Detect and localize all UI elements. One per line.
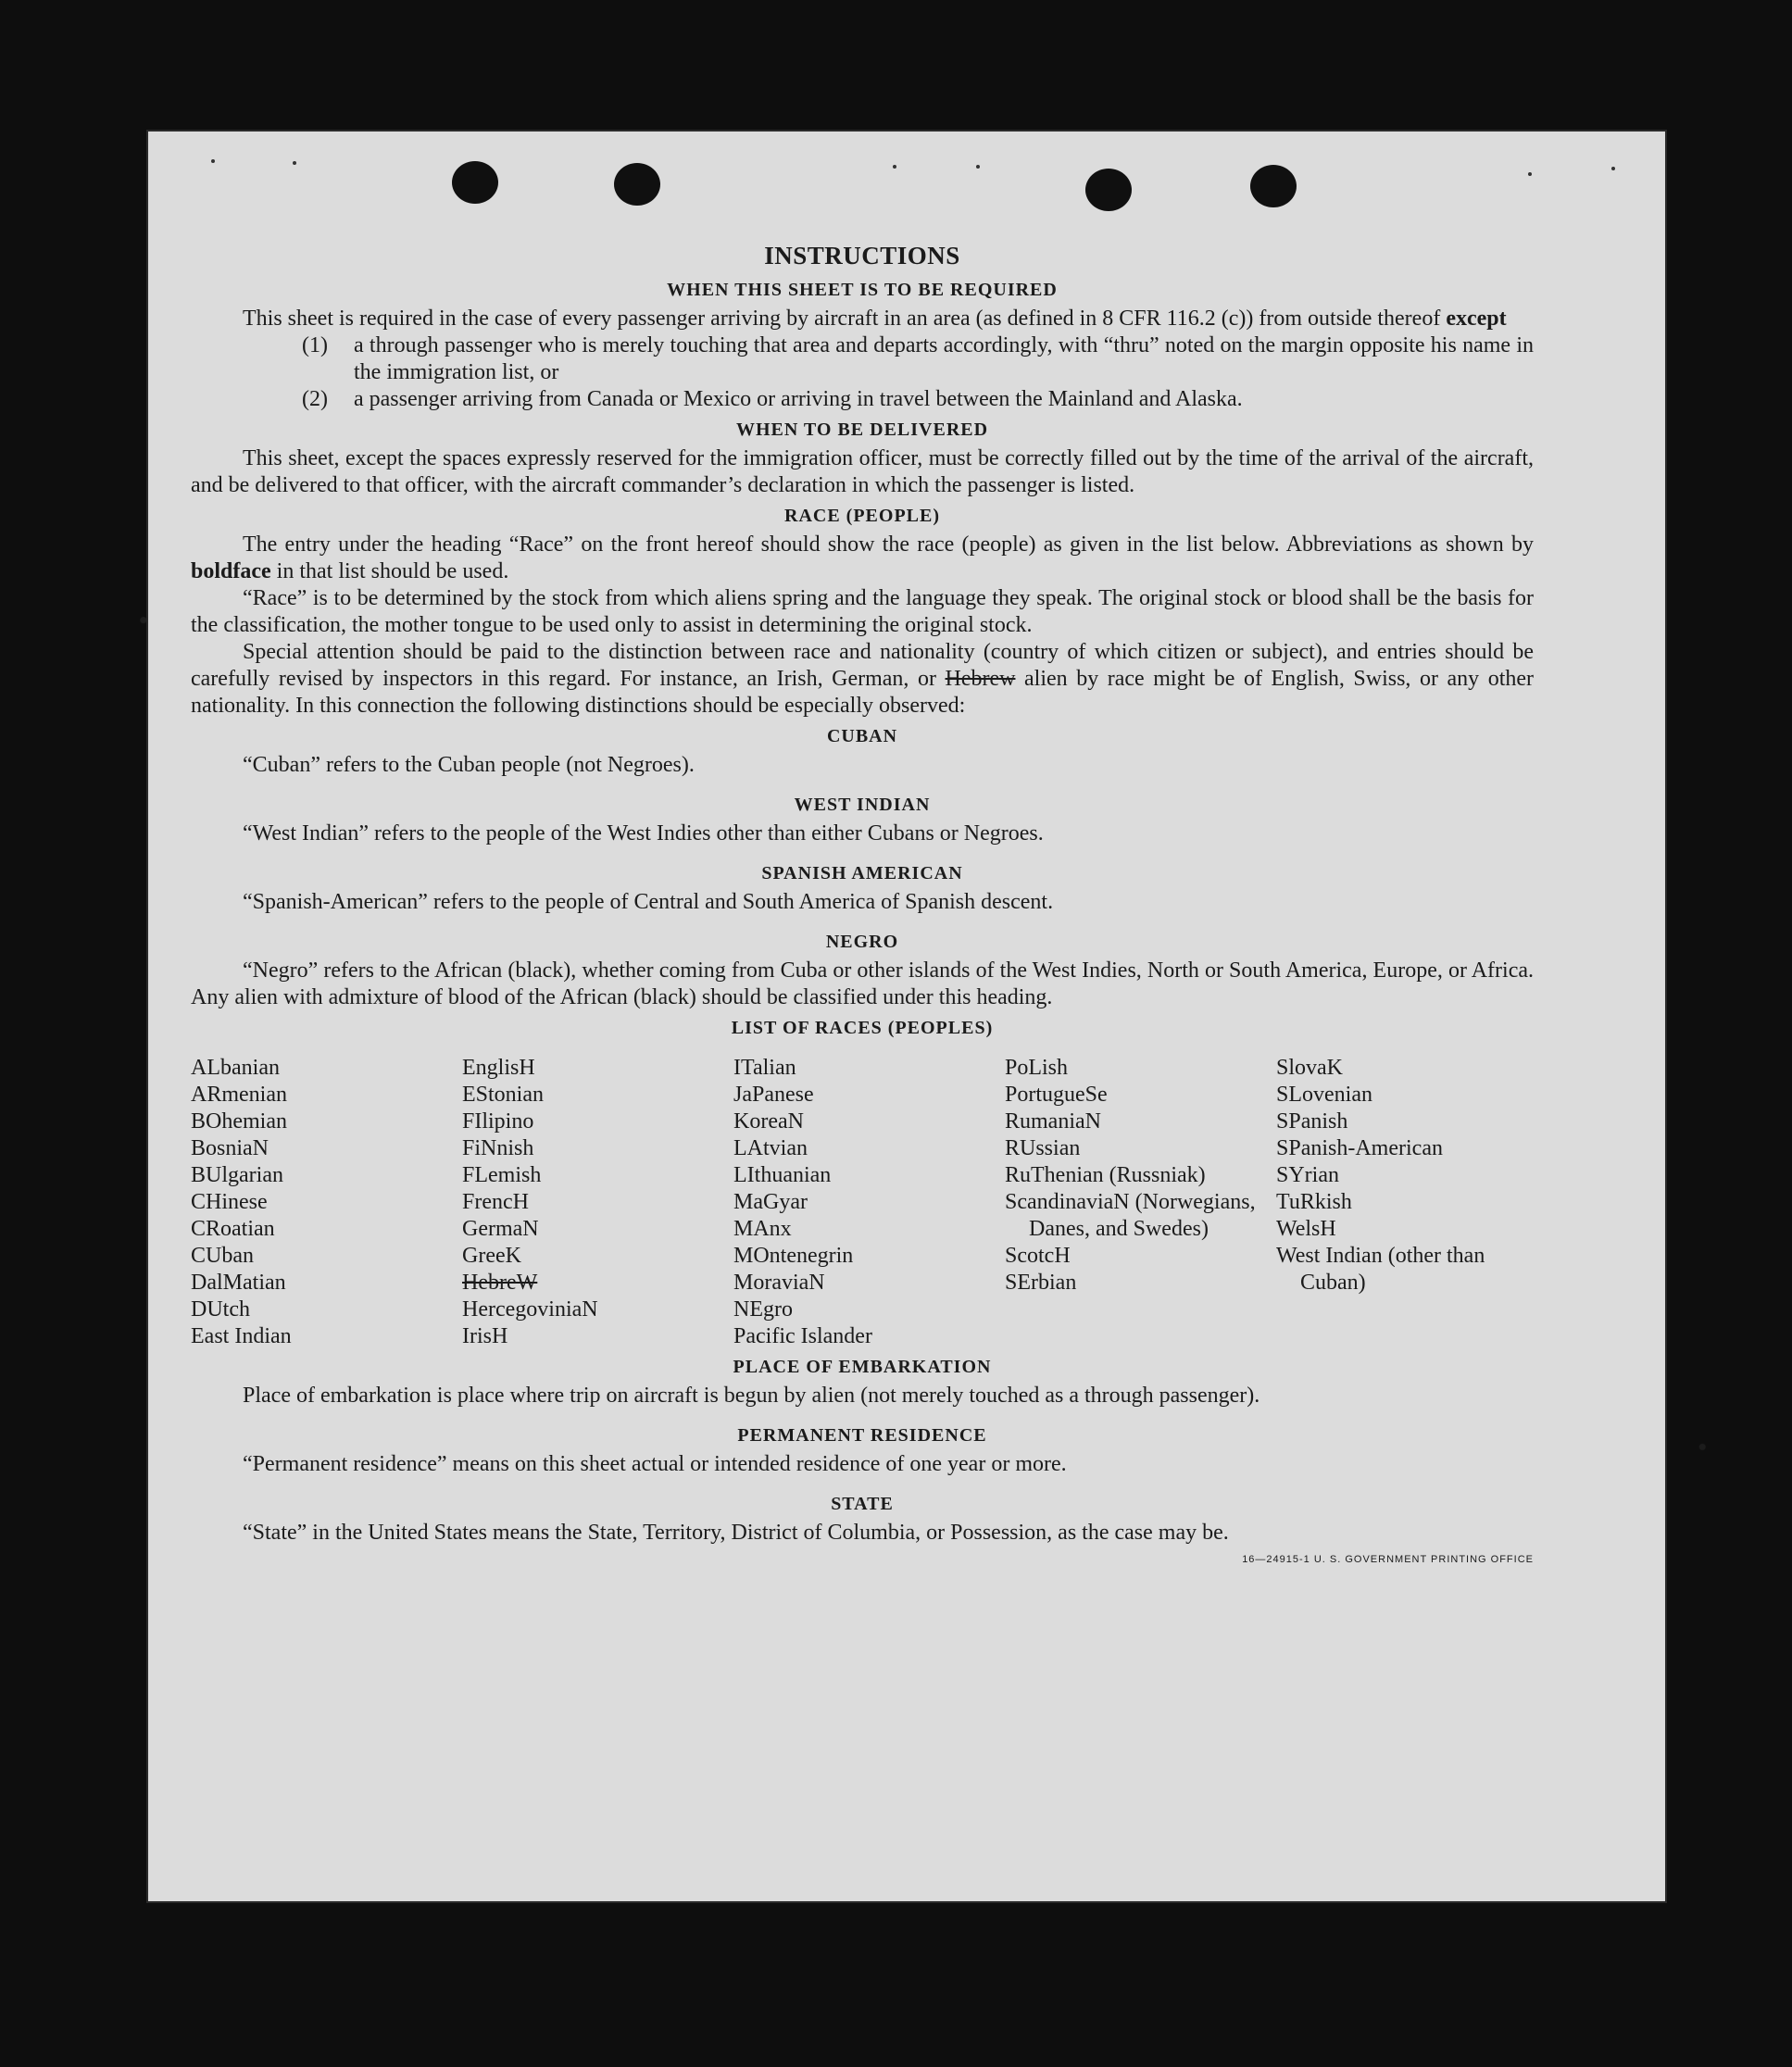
heading-when-delivered: WHEN TO BE DELIVERED [735,420,989,440]
struck-word: Hebrew [945,667,1016,691]
race-item: SLovenian [1276,1083,1372,1107]
race-item: DUtch [191,1297,250,1322]
heading-cuban: CUBAN [826,726,898,746]
race-item: SlovaK [1276,1056,1343,1080]
race-item: JaPanese [733,1083,814,1107]
race-p3-before: Special attention should be paid to the distinction between race and nationality (country of which citizen or subject), and entries should be carefully revised by inspectors in this regard. For instance, an Irish, German, or [191,640,1534,691]
when-required-text: This sheet is required in the case of every passenger arriving by aircraft in an area (as defined in 8 CFR 116.2 (c)) from outside thereof [243,307,1441,331]
heading-negro: NEGRO [825,932,899,952]
item-text: a through passenger who is merely touching that area and departs accordingly, with “thru” noted on the margin opposite his name in the immigration list, or [354,333,1534,384]
punch-hole [452,161,498,204]
scan-speck [293,161,296,165]
race-item: LAtvian [733,1136,808,1160]
scan-speck [1611,167,1615,170]
heading-west-indian: WEST INDIAN [794,795,931,815]
race-item: BUlgarian [191,1163,283,1187]
race-item: SPanish-American [1276,1136,1443,1160]
state-text: “State” in the United States means the State, Territory, District of Columbia, or Possession, as the case may be. [243,1521,1229,1545]
race-item: TuRkish [1276,1190,1352,1214]
heading-spanish-american: SPANISH AMERICAN [761,863,963,883]
spanish-american-text: “Spanish-American” refers to the people of Central and South America of Spanish descent. [243,890,1054,914]
race-item: MaGyar [733,1190,808,1214]
race-item: EStonian [462,1083,544,1107]
race-item: FLemish [462,1163,542,1187]
item-number: (1) [302,333,328,357]
punch-hole [614,163,660,206]
race-p1-before: The entry under the heading “Race” on the front hereof should show the race (people) as given in the list below. Abbreviations as shown by [243,532,1534,557]
race-item: MAnx [733,1217,792,1241]
races-column [733,1055,1005,1350]
instructions-content [191,243,1534,1575]
scan-speck [1528,172,1532,176]
heading-state: STATE [831,1494,894,1514]
footer [191,1547,1534,1575]
race-item: SPanish [1276,1109,1348,1134]
race-item: ScotcH [1005,1244,1071,1268]
except-bold: except [1446,307,1507,331]
print-code: 16—24915-1 U. S. GOVERNMENT PRINTING OFFICE [1242,1554,1534,1565]
race-paragraph-1 [191,532,1534,585]
race-item: ARmenian [191,1083,287,1107]
races-column [1276,1055,1535,1350]
race-item: FrencH [462,1190,529,1214]
race-item: DalMatian [191,1271,286,1295]
races-column [1005,1055,1276,1350]
punch-hole [1085,169,1132,211]
race-paragraph-3 [191,639,1534,720]
race-p3-after: alien by race might be of English, Swiss, or any other nationality. In this connection the following distinctions should be especially observed: [191,667,1535,718]
race-item: LIthuanian [733,1163,832,1187]
race-item: ScandinaviaN (Norwegians, Danes, and Swedes) [1005,1190,1256,1241]
embarkation-text: Place of embarkation is place where trip on aircraft is begun by alien (not merely touched as a through passenger). [243,1384,1260,1408]
heading-list-of-races: LIST OF RACES (PEOPLES) [731,1018,994,1038]
races-column [191,1055,462,1350]
cuban-text: “Cuban” refers to the Cuban people (not Negroes). [243,753,695,777]
race-item: ALbanian [191,1056,280,1080]
heading-race: RACE (PEOPLE) [784,506,940,526]
race-item: EnglisH [462,1056,535,1080]
race-item: PortugueSe [1005,1083,1108,1107]
scan-speck [211,159,215,163]
race-item: CUban [191,1244,254,1268]
race-p1-after: in that list should be used. [276,559,509,583]
heading-residence: PERMANENT RESIDENCE [737,1425,987,1446]
race-item: IrisH [462,1324,508,1348]
race-item: West Indian (other than Cuban) [1276,1244,1485,1295]
race-item: NEgro [733,1297,793,1322]
west-indian-text: “West Indian” refers to the people of the West Indies other than either Cubans or Negroes. [243,821,1044,846]
item-text: a passenger arriving from Canada or Mexico or arriving in travel between the Mainland and Alaska. [354,387,1243,411]
when-required-intro [191,306,1534,332]
race-item: BOhemian [191,1109,287,1134]
scan-speck [976,165,980,169]
race-item: PoLish [1005,1056,1069,1080]
races-table [191,1055,1534,1350]
scan-speck [893,165,896,169]
race-item: GermaN [462,1217,539,1241]
negro-text: “Negro” refers to the African (black), whether coming from Cuba or other islands of the West Indies, North or South America, Europe, or Africa. Any alien with admixture of blood of the African (black) should be classified under this heading. [191,958,1534,1009]
race-item: FiNnish [462,1136,534,1160]
race-item: KoreaN [733,1109,804,1134]
races-column [462,1055,733,1350]
boldface-word: boldface [191,559,271,583]
race-item: MOntenegrin [733,1244,854,1268]
heading-when-required: WHEN THIS SHEET IS TO BE REQUIRED [667,280,1058,300]
list-item [302,386,1534,413]
race-item: RuThenian (Russniak) [1005,1163,1206,1187]
race-item: SYrian [1276,1163,1339,1187]
race-item: HebreW [462,1271,538,1295]
item-number: (2) [302,387,328,411]
race-item: WelsH [1276,1217,1336,1241]
race-item: MoraviaN [733,1271,825,1295]
when-delivered-text: This sheet, except the spaces expressly reserved for the immigration officer, must be correctly filled out by the time of the arrival of the aircraft, and be delivered to that officer, with the aircraft commander’s declaration in which the passenger is listed. [191,446,1534,497]
race-paragraph-2: “Race” is to be determined by the stock from which aliens spring and the language they speak. The original stock or blood shall be the basis for the classification, the mother tongue to be used only to assist in determining the original stock. [191,586,1534,637]
document-sheet [148,132,1665,1901]
race-item: FIlipino [462,1109,534,1134]
residence-text: “Permanent residence” means on this sheet actual or intended residence of one year or more. [243,1452,1067,1476]
race-item: Pacific Islander [733,1324,872,1348]
race-item: HercegoviniaN [462,1297,598,1322]
list-item [302,332,1534,386]
race-item: RumaniaN [1005,1109,1101,1134]
race-item: GreeK [462,1244,521,1268]
page-title: INSTRUCTIONS [764,242,960,269]
race-item: ITalian [733,1056,796,1080]
punch-hole [1250,165,1297,207]
race-item: RUssian [1005,1136,1081,1160]
race-item: East Indian [191,1324,292,1348]
heading-embarkation: PLACE OF EMBARKATION [733,1357,992,1377]
race-item: CRoatian [191,1217,275,1241]
race-item: CHinese [191,1190,268,1214]
race-item: BosniaN [191,1136,269,1160]
race-item: SErbian [1005,1271,1077,1295]
